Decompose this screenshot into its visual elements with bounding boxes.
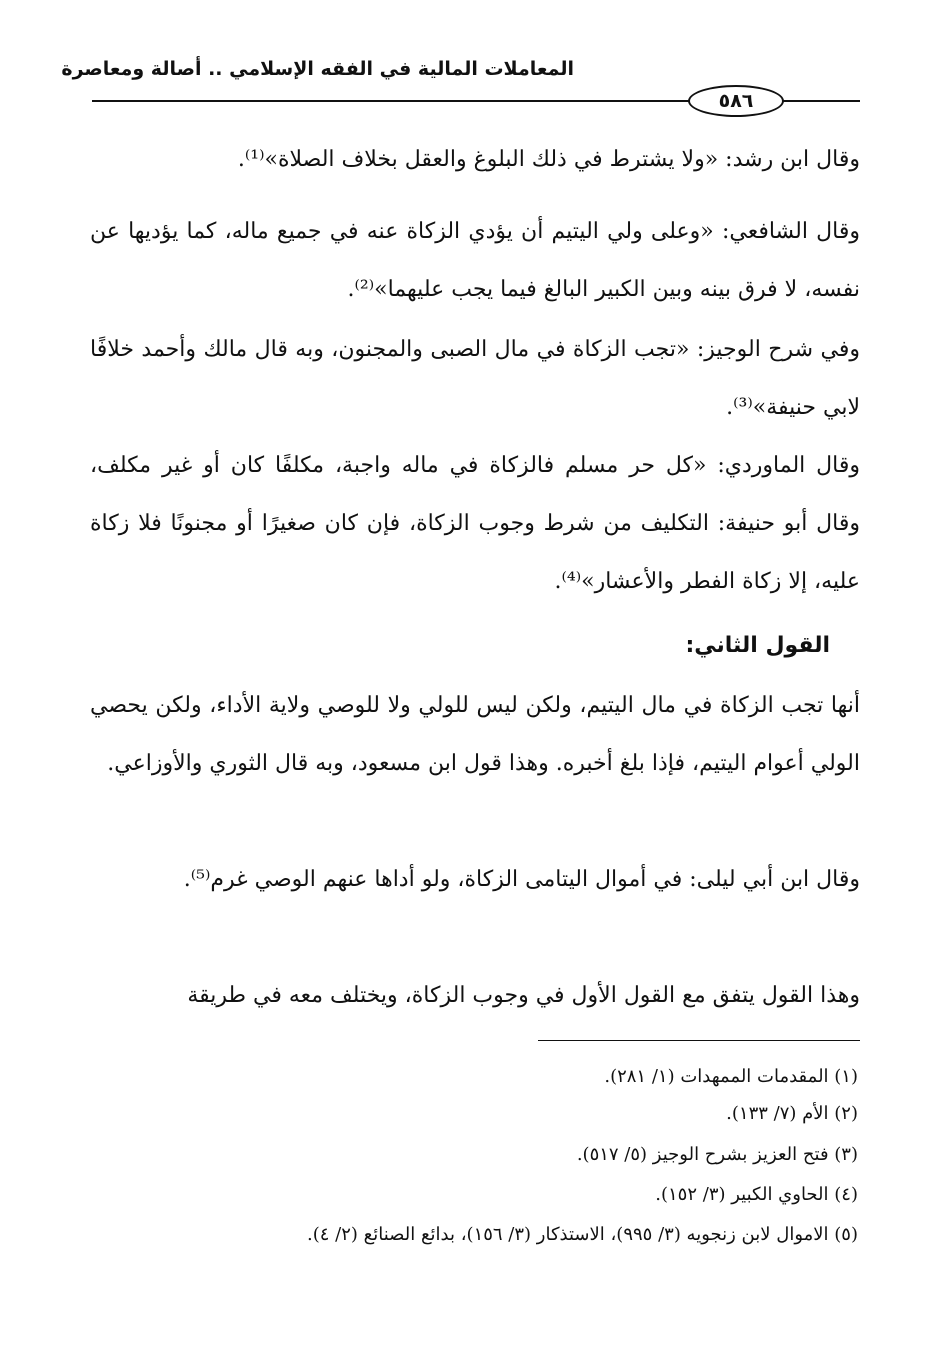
heading-second-opinion: القول الثاني: <box>685 633 830 658</box>
paragraph-second-opinion: أنها تجب الزكاة في مال اليتيم، ولكن ليس للولي ولا للوصي ولاية الأداء، ولكن يحصي الولي أعوام اليتيم، فإذا بلغ أخبره. وهذا قول ابن مسعود، وبه قال الثوري والأوزاعي. <box>90 693 860 776</box>
paragraph-shafii: وقال الشافعي: «وعلى ولي اليتيم أن يؤدي الزكاة عنه في جميع ماله، كما يؤديها عن نفسه، لا فرق بينه وبين الكبير البالغ فيما يجب عليهما»⁽²⁾. <box>90 219 860 302</box>
paragraph-ibn-rushd: وقال ابن رشد: «ولا يشترط في ذلك البلوغ والعقل بخلاف الصلاة»⁽¹⁾. <box>237 147 860 172</box>
footnote-rule <box>538 1040 860 1041</box>
page-number: ٥٨٦ <box>688 85 784 117</box>
running-title: المعاملات المالية في الفقه الإسلامي .. أصالة ومعاصرة <box>61 58 574 80</box>
paragraph-ibn-abi-layla: وقال ابن أبي ليلى: في أموال اليتامى الزكاة، ولو أداها عنهم الوصي غرم⁽⁵⁾. <box>183 867 860 892</box>
footnote-2: (٢) الأم (٧/ ١٣٣). <box>726 1103 858 1124</box>
footnote-5: (٥) الاموال لابن زنجويه (٣/ ٩٩٥)، الاستذكار (٣/ ١٥٦)، بدائع الصنائع (٢/ ٤). <box>307 1224 858 1245</box>
paragraph-mawardi: وقال الماوردي: «كل حر مسلم فالزكاة في ماله واجبة، مكلفًا كان أو غير مكلف، وقال أبو حنيفة: التكليف من شرط وجوب الزكاة، فإن كان صغيرًا أو مجنونًا فلا زكاة عليه، إلا زكاة الفطر والأعشار»⁽⁴⁾. <box>90 453 860 594</box>
footnote-4: (٤) الحاوي الكبير (٣/ ١٥٢). <box>655 1184 858 1205</box>
footnote-3: (٣) فتح العزيز بشرح الوجيز (٥/ ٥١٧). <box>576 1144 858 1165</box>
footnote-1: (١) المقدمات الممهدات (١/ ٢٨١). <box>604 1066 858 1087</box>
paragraph-sharh-al-wajiz: وفي شرح الوجيز: «تجب الزكاة في مال الصبى والمجنون، وبه قال مالك وأحمد خلافًا لابي حنيفة»⁽³⁾. <box>90 337 860 420</box>
paragraph-comparison: وهذا القول يتفق مع القول الأول في وجوب الزكاة، ويختلف معه في طريقة <box>187 983 860 1008</box>
